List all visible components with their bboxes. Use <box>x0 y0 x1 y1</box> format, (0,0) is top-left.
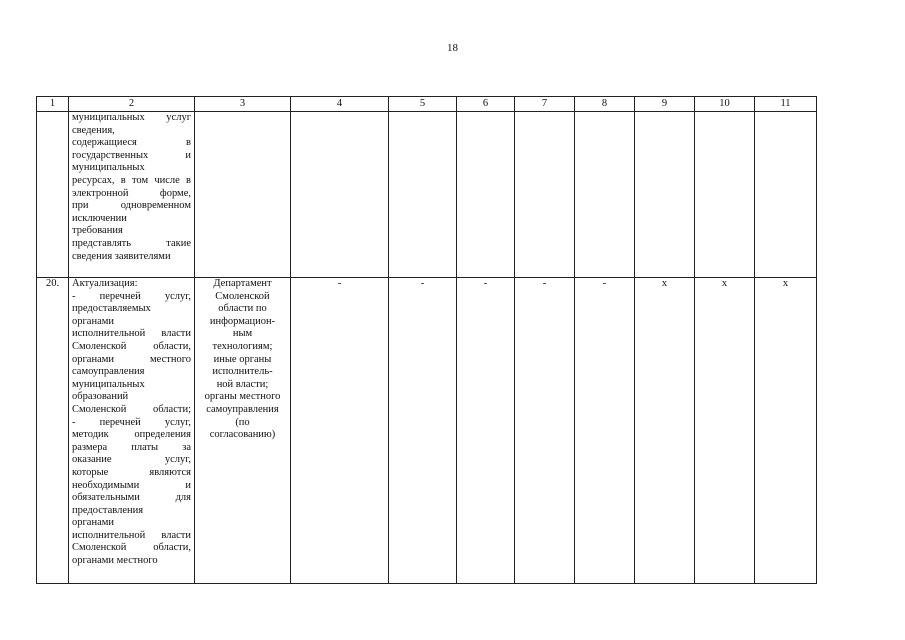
cell-line: Смоленской <box>215 290 270 302</box>
row-mark <box>695 112 755 278</box>
cell-line: муниципальных <box>72 162 145 174</box>
cell-line: - перечней услуг, <box>72 416 191 428</box>
cell-line: ным <box>232 328 253 340</box>
table-header-row <box>37 97 817 112</box>
row-mark: - <box>457 278 515 584</box>
cell-line: обязательными для <box>72 492 191 504</box>
column-header: 5 <box>389 97 457 112</box>
column-header: 2 <box>69 97 195 112</box>
row-number <box>37 112 69 278</box>
row-mark <box>457 112 515 278</box>
cell-line: муниципальных <box>72 378 145 390</box>
cell-line: электронной форме, <box>72 187 191 199</box>
column-header: 10 <box>695 97 755 112</box>
cell-line: органами местного <box>72 555 158 567</box>
cell-line: согласованию) <box>209 429 276 441</box>
cell-line: исполнительной власти <box>72 328 191 340</box>
cell-line: ресурсах, в том числе в <box>72 174 191 186</box>
row-mark: - <box>291 278 389 584</box>
cell-line: самоуправления <box>72 366 145 378</box>
row-mark <box>755 112 817 278</box>
row-description <box>69 112 195 278</box>
cell-line: представлять такие <box>72 237 191 249</box>
cell-line: методик определения <box>72 429 191 441</box>
cell-line: требования <box>72 225 123 237</box>
cell-line: технологиям; <box>212 340 273 352</box>
column-header: 9 <box>635 97 695 112</box>
cell-line: предоставляемых <box>72 303 151 315</box>
cell-line: самоуправления <box>206 403 279 415</box>
cell-line: при одновременном <box>72 200 191 212</box>
column-header: 3 <box>195 97 291 112</box>
row-number: 20. <box>37 278 69 584</box>
cell-line: сведения заявителями <box>72 250 171 262</box>
cell-line: информацион- <box>209 315 276 327</box>
cell-line: органами местного <box>72 353 191 365</box>
cell-line: - перечней услуг, <box>72 290 191 302</box>
row-description <box>69 278 195 584</box>
cell-line: органами <box>72 517 115 529</box>
table-row <box>37 112 817 278</box>
cell-line: исполнительной власти <box>72 529 191 541</box>
cell-line: (по <box>235 416 250 428</box>
cell-line: ной власти; <box>216 378 269 390</box>
column-header: 8 <box>575 97 635 112</box>
cell-line: государственных и <box>72 149 191 161</box>
cell-line: Департамент <box>213 278 272 289</box>
cell-line: исключении <box>72 212 127 224</box>
cell-line: размера платы за <box>72 441 191 453</box>
row-executor <box>195 112 291 278</box>
row-mark <box>291 112 389 278</box>
row-mark: - <box>389 278 457 584</box>
cell-line: Смоленской области, <box>72 340 191 352</box>
cell-line: области по <box>218 303 267 315</box>
row-mark: х <box>755 278 817 584</box>
cell-line: органы местного <box>204 391 281 403</box>
row-mark: - <box>515 278 575 584</box>
row-executor <box>195 278 291 584</box>
row-mark: х <box>635 278 695 584</box>
plan-table <box>36 96 817 584</box>
cell-line: органами <box>72 315 115 327</box>
row-mark: - <box>575 278 635 584</box>
page-number: 18 <box>447 42 458 54</box>
column-header: 7 <box>515 97 575 112</box>
cell-line: исполнитель- <box>212 366 273 378</box>
column-header: 6 <box>457 97 515 112</box>
cell-line: содержащиеся в <box>72 137 191 149</box>
column-header: 1 <box>37 97 69 112</box>
row-mark <box>515 112 575 278</box>
cell-line: Актуализация: <box>72 278 138 289</box>
cell-line: оказание услуг, <box>72 454 191 466</box>
row-mark <box>389 112 457 278</box>
cell-line: сведения, <box>72 124 115 136</box>
cell-line: образований <box>72 391 129 403</box>
cell-line: которые являются <box>72 466 191 478</box>
cell-line: иные органы <box>213 353 272 365</box>
row-mark <box>575 112 635 278</box>
row-mark: х <box>695 278 755 584</box>
cell-line: муниципальных услуг <box>72 112 191 123</box>
cell-line: предоставления <box>72 504 144 516</box>
cell-line: Смоленской области; <box>72 403 191 415</box>
row-mark <box>635 112 695 278</box>
cell-line: Смоленской области, <box>72 542 191 554</box>
cell-line: необходимыми и <box>72 479 191 491</box>
column-header: 11 <box>755 97 817 112</box>
table-row <box>37 278 817 584</box>
column-header: 4 <box>291 97 389 112</box>
